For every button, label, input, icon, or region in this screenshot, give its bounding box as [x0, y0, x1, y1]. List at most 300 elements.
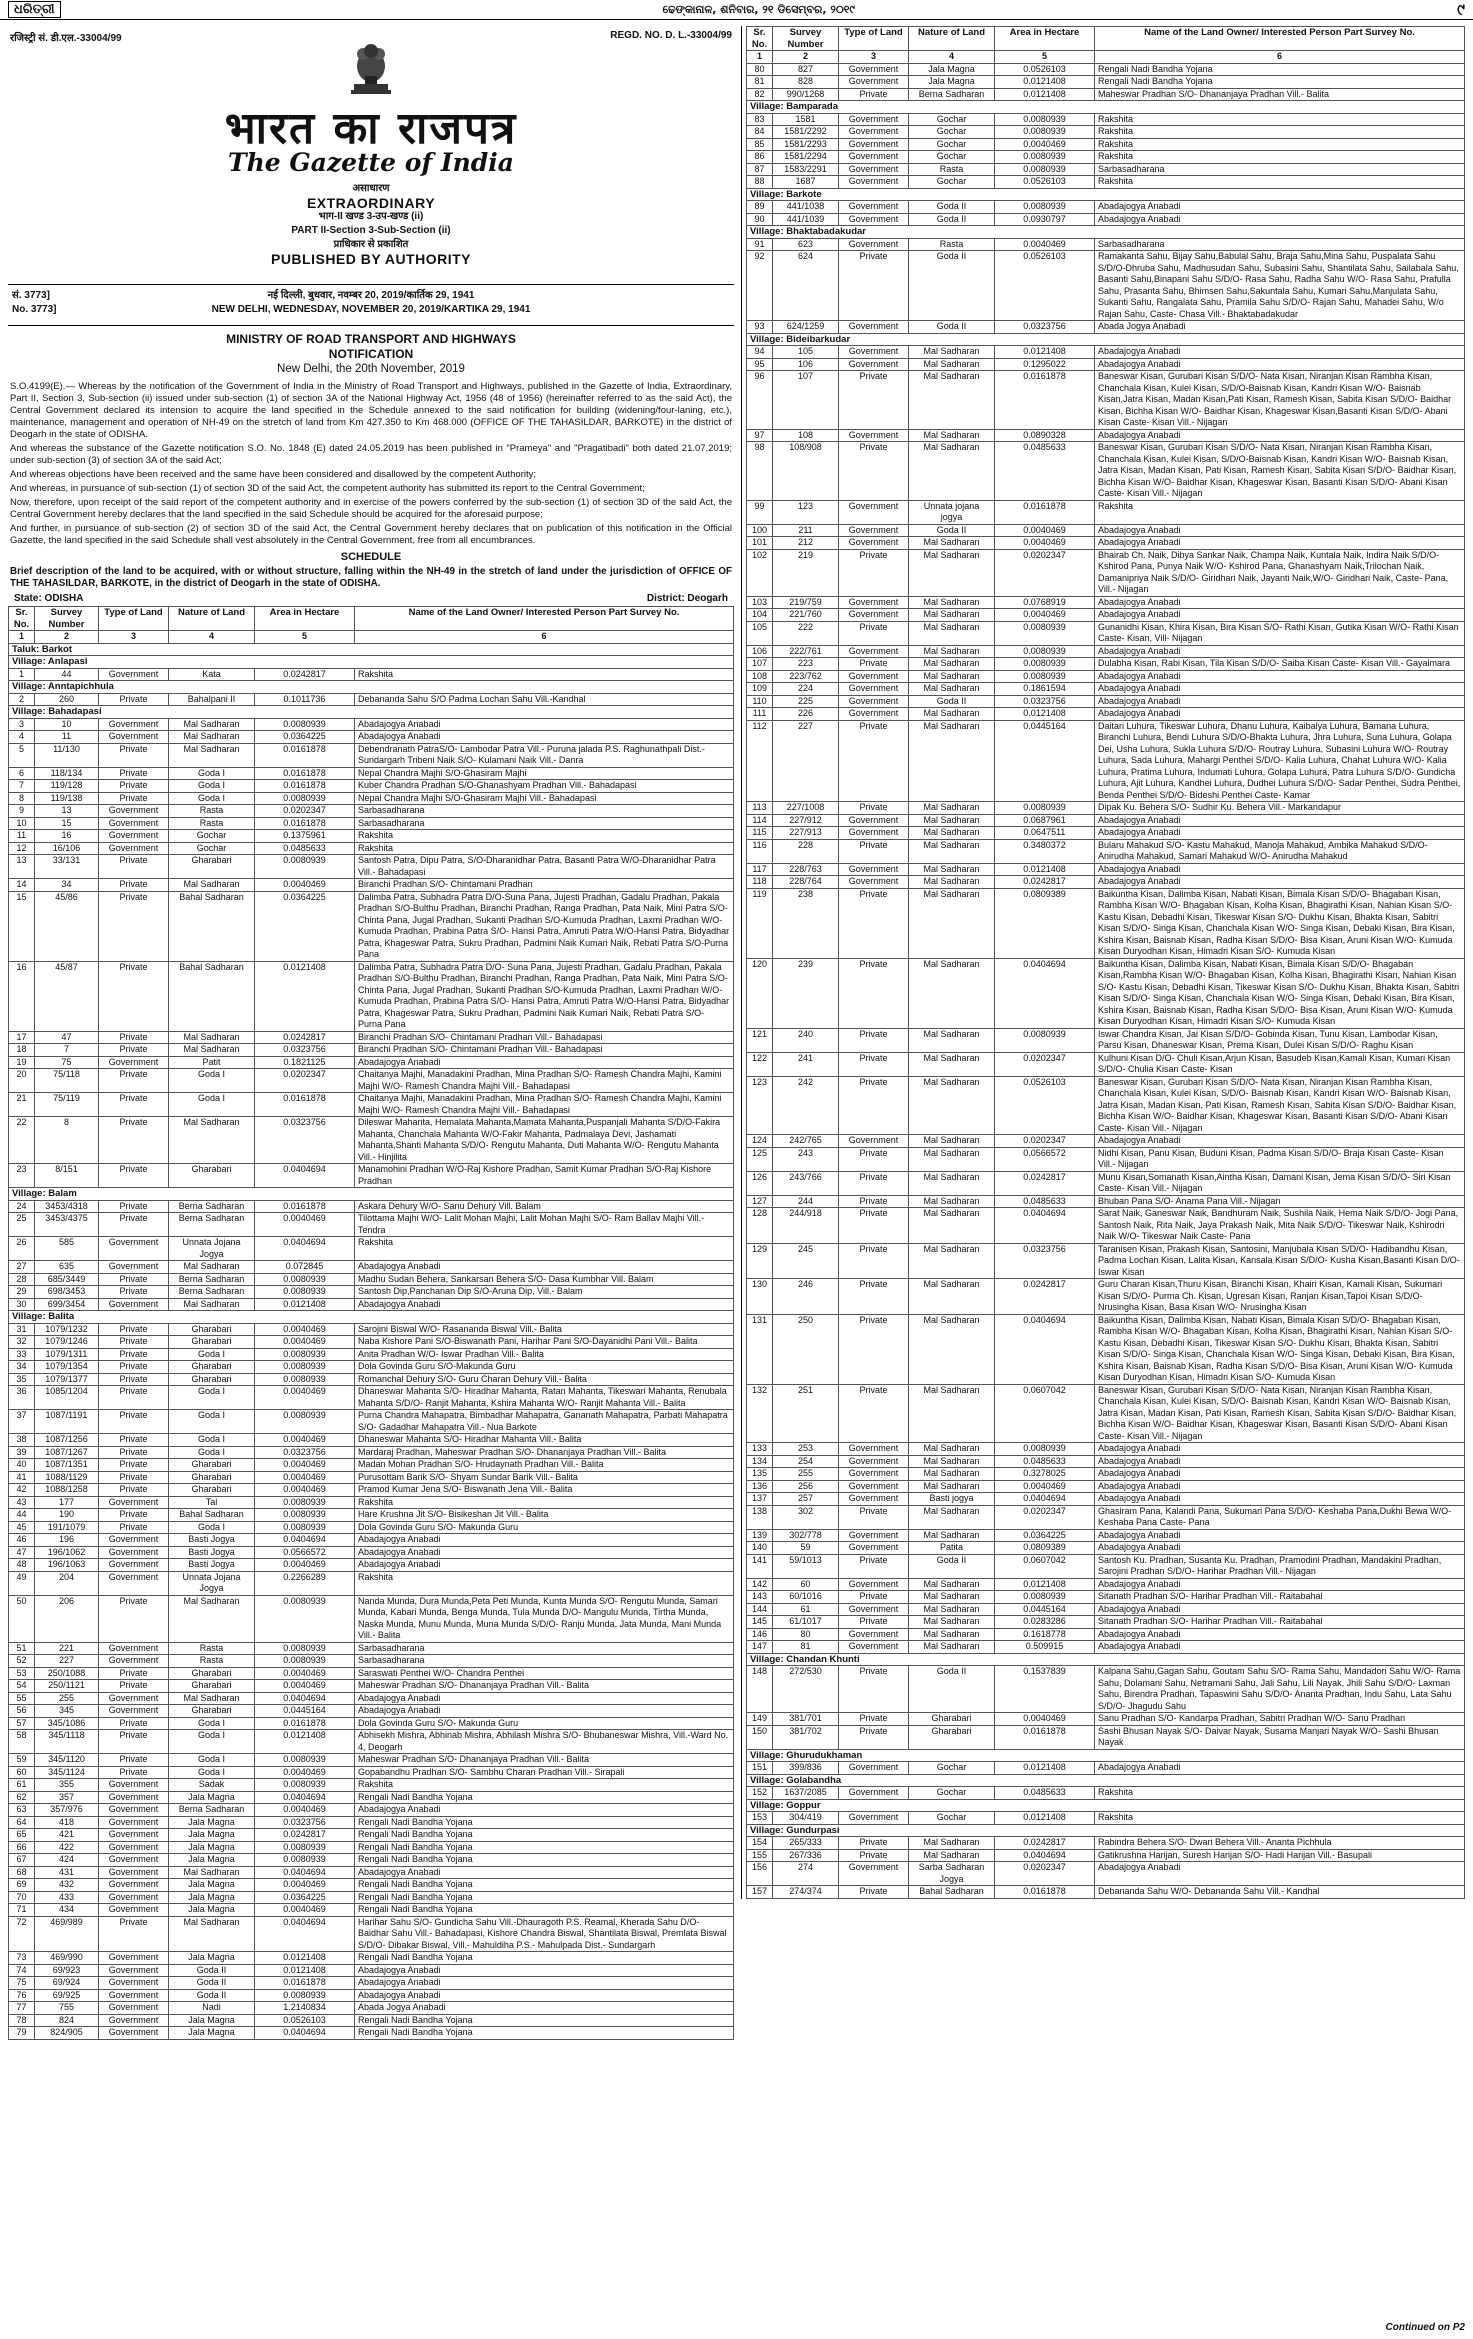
village-label: Village: Chandan Khunti [747, 1653, 1465, 1666]
serial-number: 92 [747, 251, 773, 321]
owner-name: Rakshita [355, 1779, 734, 1792]
survey-number: 1581/2292 [773, 126, 839, 139]
land-nature: Mal Sadharan [909, 358, 995, 371]
owner-name: Sitanath Pradhan S/O- Harihar Pradhan Vill.- Raitabahal [1095, 1616, 1465, 1629]
land-type: Private [839, 1666, 909, 1713]
land-type: Government [839, 429, 909, 442]
land-nature: Mal Sadharan [909, 1171, 995, 1195]
owner-name: Dola Govinda Guru S/O- Makunda Guru [355, 1521, 734, 1534]
area-hectare: 0.0080939 [255, 1509, 355, 1522]
serial-number: 109 [747, 683, 773, 696]
serial-number: 154 [747, 1837, 773, 1850]
owner-name: Maheswar Pradhan S/O- Dhananjaya Pradhan Vill.- Balita [355, 1754, 734, 1767]
serial-number: 24 [9, 1200, 35, 1213]
table-row [9, 1273, 734, 1286]
serial-number: 81 [747, 76, 773, 89]
land-type: Government [99, 1692, 169, 1705]
serial-number: 84 [747, 126, 773, 139]
table-row [747, 1837, 1465, 1850]
table-row [9, 1069, 734, 1093]
land-nature: Jala Magna [169, 2027, 255, 2040]
survey-number: 221/760 [773, 609, 839, 622]
land-nature: Gochar [909, 151, 995, 164]
survey-number: 1637/2085 [773, 1787, 839, 1800]
owner-name: Rengali Nadi Bandha Yojana [1095, 63, 1465, 76]
area-hectare: 0.0161878 [255, 767, 355, 780]
survey-number: 827 [773, 63, 839, 76]
owner-name: Abadajogya Anabadi [1095, 201, 1465, 214]
owner-name: Bularu Mahakud S/O- Kastu Mahakud, Manoja Mahakud, Ambika Mahakud S/D/O- Anirudha Mahakud, Samari Mahakud W/O- Anirudha Mahakud [1095, 839, 1465, 863]
village-row [747, 101, 1465, 114]
column-header: Nature of Land [169, 607, 255, 631]
survey-number: 223 [773, 658, 839, 671]
land-nature: Mal Sadharan [909, 863, 995, 876]
serial-number: 141 [747, 1554, 773, 1578]
area-hectare: 0.0404694 [255, 1164, 355, 1188]
table-row [9, 792, 734, 805]
land-type: Private [839, 1886, 909, 1899]
serial-number: 78 [9, 2014, 35, 2027]
owner-name: Dileswar Mahanta, Hemalata Mahanta,Mamata Mahanta,Puspanjali Mahanta S/D/O-Fakira Mahanta, Chanchala Mahanta W/O-Fakir Mahanta, Padmalaya Devi, Jashamati Mahanta,Shanti Mahanta S/D/O- Rengutu Mahanta, Duti Mahanta W/O- Rengutu Mahanta Vill.- Hinjilita [355, 1117, 734, 1164]
table-row [747, 1787, 1465, 1800]
land-nature: Mal Sadharan [909, 1279, 995, 1315]
land-type: Government [99, 1791, 169, 1804]
survey-number: 226 [773, 708, 839, 721]
table-row [747, 670, 1465, 683]
survey-number: 254 [773, 1455, 839, 1468]
land-type: Private [99, 1916, 169, 1952]
survey-number: 106 [773, 358, 839, 371]
serial-number: 136 [747, 1480, 773, 1493]
land-type: Private [99, 1031, 169, 1044]
owner-name: Harihar Sahu S/O- Gundicha Sahu Vill.-Dhauragoth P.S. Reamal, Kherada Sahu D/O- Baidhar Sahu Vill.- Bahadapasi, Kishore Chandra Biswal, Shantilata Biswal, Premlata Biswal S/D/O- Dibakar Biswal, Vill.- Mahuldiha P.S.- Mahulpada Dist.- Sundargarh [355, 1916, 734, 1952]
land-type: Private [99, 855, 169, 879]
area-hectare: 0.0202347 [995, 1052, 1095, 1076]
serial-number: 40 [9, 1459, 35, 1472]
land-nature: Gharabari [169, 1361, 255, 1374]
serial-number: 156 [747, 1862, 773, 1886]
area-hectare: 0.0121408 [995, 1578, 1095, 1591]
table-row [9, 830, 734, 843]
owner-name: Abadajogya Anabadi [1095, 1762, 1465, 1775]
owner-name: Naba Kishore Pani S/O-Biswanath Pani, Harihar Pani S/O-Dayanidhi Pani Vill.- Balita [355, 1336, 734, 1349]
owner-name: Rakshita [1095, 126, 1465, 139]
owner-name: Abadajogya Anabadi [1095, 814, 1465, 827]
land-type: Government [99, 1546, 169, 1559]
owner-name: Rakshita [1095, 1787, 1465, 1800]
survey-number: 108 [773, 429, 839, 442]
serial-number: 93 [747, 321, 773, 334]
land-nature: Kata [169, 668, 255, 681]
land-nature: Rasta [909, 238, 995, 251]
village-label: Village: Ghurudukhaman [747, 1749, 1465, 1762]
survey-number: 219/759 [773, 596, 839, 609]
land-nature: Goda II [169, 1964, 255, 1977]
land-nature: Basti Jogya [169, 1534, 255, 1547]
table-row [9, 1791, 734, 1804]
area-hectare: 0.0202347 [995, 1862, 1095, 1886]
land-nature: Unnata jojana jogya [909, 500, 995, 524]
table-row [9, 1642, 734, 1655]
table-row [9, 1164, 734, 1188]
serial-number: 148 [747, 1666, 773, 1713]
survey-number: 191/1079 [35, 1521, 99, 1534]
serial-number: 70 [9, 1891, 35, 1904]
owner-name: Abadajogya Anabadi [355, 1705, 734, 1718]
land-schedule-table-right [746, 26, 1465, 1899]
land-type: Private [839, 371, 909, 430]
owner-name: Abadajogya Anabadi [355, 1804, 734, 1817]
owner-name: Abada Jogya Anabadi [355, 2002, 734, 2015]
village-row [747, 1774, 1465, 1787]
survey-number: 75/119 [35, 1093, 99, 1117]
table-row [9, 1298, 734, 1311]
table-row [747, 1480, 1465, 1493]
table-row [747, 63, 1465, 76]
area-hectare: 0.0080939 [255, 1496, 355, 1509]
table-header-row [9, 607, 734, 631]
survey-number: 345/1086 [35, 1717, 99, 1730]
area-hectare: 0.0809389 [995, 888, 1095, 958]
area-hectare: 0.0080939 [255, 1348, 355, 1361]
column-number: 3 [99, 631, 169, 644]
village-row [747, 226, 1465, 239]
survey-number: 244 [773, 1195, 839, 1208]
land-nature: Gharabari [169, 1459, 255, 1472]
area-hectare: 0.0607042 [995, 1384, 1095, 1443]
survey-number: 355 [35, 1779, 99, 1792]
village-row [747, 333, 1465, 346]
land-nature: Mal Sadharan [909, 802, 995, 815]
survey-number: 8 [35, 1117, 99, 1164]
land-type: Private [99, 693, 169, 706]
survey-number: 119/138 [35, 792, 99, 805]
serial-number: 119 [747, 888, 773, 958]
survey-number: 238 [773, 888, 839, 958]
table-row [9, 1680, 734, 1693]
land-type: Private [99, 1667, 169, 1680]
serial-number: 57 [9, 1717, 35, 1730]
area-hectare: 0.0080939 [255, 1655, 355, 1668]
serial-number: 118 [747, 876, 773, 889]
survey-number: 227/912 [773, 814, 839, 827]
survey-number: 272/530 [773, 1666, 839, 1713]
owner-name: Rakshita [1095, 113, 1465, 126]
table-row [747, 720, 1465, 802]
area-hectare: 0.0566572 [995, 1147, 1095, 1171]
owner-name: Hare Krushna Jit S/O- Bisikeshan Jit Vill.- Balita [355, 1509, 734, 1522]
area-hectare: 0.0040469 [255, 1766, 355, 1779]
table-row [747, 1603, 1465, 1616]
owner-name: Abadajogya Anabadi [355, 1692, 734, 1705]
land-type: Government [99, 1952, 169, 1965]
survey-number: 469/990 [35, 1952, 99, 1965]
table-row [747, 708, 1465, 721]
land-type: Private [99, 1717, 169, 1730]
owner-name: Gopabandhu Pradhan S/O- Sambhu Charan Pradhan Vill.- Sirapali [355, 1766, 734, 1779]
land-type: Private [839, 839, 909, 863]
owner-name: Abadajogya Anabadi [1095, 429, 1465, 442]
land-type: Private [99, 1730, 169, 1754]
land-nature: Gharabari [169, 1705, 255, 1718]
serial-number: 55 [9, 1692, 35, 1705]
area-hectare: 0.0485633 [995, 1787, 1095, 1800]
land-nature: Mal Sadharan [909, 1135, 995, 1148]
serial-number: 108 [747, 670, 773, 683]
serial-number: 139 [747, 1529, 773, 1542]
area-hectare: 0.0080939 [255, 1754, 355, 1767]
area-hectare: 0.0080939 [995, 113, 1095, 126]
land-type: Government [99, 668, 169, 681]
land-nature: Goda II [909, 321, 995, 334]
serial-number: 110 [747, 695, 773, 708]
area-hectare: 0.0323756 [995, 321, 1095, 334]
serial-number: 120 [747, 958, 773, 1028]
serial-number: 79 [9, 2027, 35, 2040]
serial-number: 97 [747, 429, 773, 442]
column-header: Area in Hectare [255, 607, 355, 631]
survey-number: 1079/1377 [35, 1373, 99, 1386]
survey-number: 824 [35, 2014, 99, 2027]
survey-number: 421 [35, 1829, 99, 1842]
table-row [9, 1546, 734, 1559]
area-hectare: 0.0566572 [255, 1546, 355, 1559]
land-type: Private [99, 1323, 169, 1336]
land-nature: Mal Sadharan [909, 1529, 995, 1542]
table-row [9, 668, 734, 681]
area-hectare: 0.0040469 [995, 537, 1095, 550]
area-hectare: 0.1295022 [995, 358, 1095, 371]
survey-number: 256 [773, 1480, 839, 1493]
survey-number: 244/918 [773, 1208, 839, 1244]
area-hectare: 0.0485633 [255, 842, 355, 855]
survey-number: 69/925 [35, 1989, 99, 2002]
owner-name: Munu Kisan,Somanath Kisan,Aintha Kisan, Damani Kisan, Jema Kisan S/D/O- Siri Kisan Caste- Kisan Vill.- Nijagan [1095, 1171, 1465, 1195]
area-hectare: 0.0040469 [255, 1804, 355, 1817]
owner-name: Abadajogya Anabadi [355, 1559, 734, 1572]
survey-number: 211 [773, 524, 839, 537]
area-hectare: 0.0121408 [995, 1812, 1095, 1825]
land-nature: Sarba Sadharan Jogya [909, 1862, 995, 1886]
owner-name: Rakshita [1095, 500, 1465, 524]
table-row [9, 879, 734, 892]
area-hectare: 0.0323756 [995, 1243, 1095, 1279]
land-type: Private [99, 1459, 169, 1472]
land-type: Government [99, 1816, 169, 1829]
serial-number: 138 [747, 1505, 773, 1529]
land-nature: Goda I [169, 1386, 255, 1410]
survey-number: 239 [773, 958, 839, 1028]
table-row [747, 1468, 1465, 1481]
land-nature: Goda I [169, 1754, 255, 1767]
land-type: Government [99, 1559, 169, 1572]
table-row [9, 961, 734, 1031]
table-row [747, 1052, 1465, 1076]
area-hectare: 0.0080939 [255, 855, 355, 879]
land-nature: Gharabari [169, 1484, 255, 1497]
area-hectare: 0.0080939 [995, 621, 1095, 645]
table-row [747, 1076, 1465, 1135]
table-row [747, 176, 1465, 189]
column-header: Area in Hectare [995, 27, 1095, 51]
survey-number: 699/3454 [35, 1298, 99, 1311]
owner-name: Abadajogya Anabadi [355, 1298, 734, 1311]
serial-number: 49 [9, 1571, 35, 1595]
land-type: Government [839, 1468, 909, 1481]
owner-name: Baneswar Kisan, Gurubari Kisan S/D/O- Nata Kisan, Niranjan Kisan Rambha Kisan, Chanchala Kisan, Kulei Kisan, S/D/O-Baisnab Kisan, Kandri Kisan W/O- Baisnab Kisan,Jatra Kisan, Madan Kisan,Pati Kisan, Ramesh Kisan, Sabita Kisan S/D/O- Baidhar Kisan, Bichha Kisan W/O- Baidhar Kisan, Khageswar Kisan,Basanti Kisan S/D/O- Abani Kisan Caste- Kisan Vill.- Nijagan [1095, 371, 1465, 430]
land-nature: Patita [909, 1542, 995, 1555]
owner-name: Abadajogya Anabadi [1095, 1480, 1465, 1493]
table-row [9, 1952, 734, 1965]
land-nature: Goda I [169, 1434, 255, 1447]
serial-number: 146 [747, 1628, 773, 1641]
serial-number: 96 [747, 371, 773, 430]
area-hectare: 0.0607042 [995, 1554, 1095, 1578]
land-nature: Gharabari [169, 1336, 255, 1349]
area-hectare: 0.3278025 [995, 1468, 1095, 1481]
owner-name: Abadajogya Anabadi [1095, 708, 1465, 721]
village-row [9, 706, 734, 719]
serial-number: 50 [9, 1595, 35, 1642]
land-type: Government [839, 1493, 909, 1506]
table-row [9, 1410, 734, 1434]
survey-number: 432 [35, 1879, 99, 1892]
owner-name: Rakshita [1095, 138, 1465, 151]
schedule-description: Brief description of the land to be acquired, with or without structure, falling within the NH-49 in the stretch of land under the jurisdiction of OFFICE OF THE TAHASILDAR, BARKOTE, in the district of Deogarh in the state of ODISHA. [10, 566, 732, 589]
registration-number-english: REGD. NO. D. L.-33004/99 [610, 30, 732, 41]
owner-name: Baikuntha Kisan, Dalimba Kisan, Nabati Kisan, Bimala Kisan S/D/O- Bhagaban Kisan, Rambha Kisan W/O- Bhagaban Kisan, Kolha Kisan, Bhagirathi Kisan, Nahian Kisan S/O- Kastu Kisan, Debadhi Kisan, Tikeswar Kisan S/O- Dukhu Kisan, Bhakta Kisan, Sabitri Kisan S/D/O- Singa Kisan, Chanchala Kisan W/O- Singa Kisan, Debaki Kisan, Bira Kisan, Kshira Kisan, Baisnab Kisan, Radha Kisan S/D/O- Bisa Kisan, Aruni Kisan W/O- Kumuda Kisan Duryodhan Kisan, Himadri Kisan S/O- Kumuda Kisan [1095, 888, 1465, 958]
left-column [8, 26, 734, 2040]
serial-number: 16 [9, 961, 35, 1031]
land-nature: Mal Sadharan [909, 888, 995, 958]
land-type: Government [99, 1655, 169, 1668]
issue-line [8, 284, 734, 317]
table-row [747, 695, 1465, 708]
land-nature: Mal Sadharan [909, 1628, 995, 1641]
area-hectare: 0.0242817 [995, 1279, 1095, 1315]
land-nature: Mal Sadharan [909, 1052, 995, 1076]
serial-number: 3 [9, 718, 35, 731]
survey-number: 250/1088 [35, 1667, 99, 1680]
owner-name: Madan Mohan Pradhan S/O- Hrudaynath Pradhan Vill.- Balita [355, 1459, 734, 1472]
survey-number: 225 [773, 695, 839, 708]
survey-number: 34 [35, 879, 99, 892]
column-number-row [747, 51, 1465, 64]
survey-number: 357 [35, 1791, 99, 1804]
survey-number: 1079/1232 [35, 1323, 99, 1336]
survey-number: 243/766 [773, 1171, 839, 1195]
land-nature: Jala Magna [169, 1854, 255, 1867]
land-type: Government [99, 1964, 169, 1977]
owner-name: Sarbasadharana [355, 1642, 734, 1655]
area-hectare: 0.0040469 [255, 1459, 355, 1472]
serial-number: 17 [9, 1031, 35, 1044]
owner-name: Abadajogya Anabadi [1095, 1529, 1465, 1542]
owner-name: Abadajogya Anabadi [1095, 1862, 1465, 1886]
owner-name: Rengali Nadi Bandha Yojana [355, 1816, 734, 1829]
table-row [747, 658, 1465, 671]
survey-number: 755 [35, 2002, 99, 2015]
gazette-masthead [8, 26, 734, 326]
land-type: Government [839, 163, 909, 176]
owner-name: Sarbasadharana [355, 817, 734, 830]
area-hectare: 0.0040469 [255, 1879, 355, 1892]
table-row [747, 1762, 1465, 1775]
subheading-hindi-extraordinary: असाधारण [352, 183, 390, 194]
land-type: Government [99, 1977, 169, 1990]
table-row [747, 1641, 1465, 1654]
serial-number: 74 [9, 1964, 35, 1977]
area-hectare: 0.0080939 [995, 163, 1095, 176]
area-hectare: 0.0080939 [995, 658, 1095, 671]
land-type: Government [839, 1542, 909, 1555]
serial-number: 75 [9, 1977, 35, 1990]
survey-number: 241 [773, 1052, 839, 1076]
gazette-subheadings [8, 182, 734, 266]
table-row [747, 1529, 1465, 1542]
land-nature: Mal Sadharan [909, 683, 995, 696]
serial-number: 66 [9, 1841, 35, 1854]
survey-number: 1087/1267 [35, 1446, 99, 1459]
owner-name: Maheswar Pradhan S/O- Dhananjaya Pradhan Vill.- Balita [355, 1680, 734, 1693]
area-hectare: 0.0080939 [255, 792, 355, 805]
table-row [747, 814, 1465, 827]
land-nature: Jala Magna [909, 76, 995, 89]
land-nature: Mal Sadharan [909, 621, 995, 645]
owner-name: Rengali Nadi Bandha Yojana [355, 1829, 734, 1842]
land-type: Government [839, 346, 909, 359]
land-nature: Mal Sadharan [909, 609, 995, 622]
owner-name: Debananda Sahu S/O Padma Lochan Sahu Vill.-Kandhal [355, 693, 734, 706]
land-nature: Gharabari [909, 1725, 995, 1749]
owner-name: Tilottama Majhi W/O- Lalit Mohan Majhi, Lalit Mohan Majhi S/O- Ram Ballav Majhi Vill.- Tendra [355, 1213, 734, 1237]
survey-number: 469/989 [35, 1916, 99, 1952]
area-hectare: 0.0121408 [995, 346, 1095, 359]
land-type: Private [99, 1044, 169, 1057]
taluk-row [9, 643, 734, 656]
notification-date: New Delhi, the 20th November, 2019 [277, 363, 465, 375]
table-row [747, 213, 1465, 226]
survey-number: 441/1038 [773, 201, 839, 214]
survey-number: 240 [773, 1028, 839, 1052]
notification-paragraph: And whereas, in pursuance of sub-section (1) of section 3D of the said Act, the competent authority has submitted its report to the Central Government; [10, 483, 645, 494]
land-type: Government [839, 596, 909, 609]
land-type: Private [99, 767, 169, 780]
issue-date-english: NEW DELHI, WEDNESDAY, NOVEMBER 20, 2019/KARTIKA 29, 1941 [211, 304, 531, 315]
owner-name: Abadajogya Anabadi [1095, 537, 1465, 550]
land-type: Private [99, 1213, 169, 1237]
table-row [747, 321, 1465, 334]
land-nature: Berna Sadharan [169, 1213, 255, 1237]
village-label: Village: Bideibarkudar [747, 333, 1465, 346]
land-type: Private [839, 1314, 909, 1384]
land-type: Private [99, 1410, 169, 1434]
land-nature: Goda I [169, 1730, 255, 1754]
survey-number: 11/130 [35, 743, 99, 767]
table-row [9, 1705, 734, 1718]
serial-number: 20 [9, 1069, 35, 1093]
serial-number: 149 [747, 1713, 773, 1726]
owner-name: Dola Govinda Guru S/O- Makunda Guru [355, 1717, 734, 1730]
survey-number: 1079/1354 [35, 1361, 99, 1374]
serial-number: 21 [9, 1093, 35, 1117]
table-row [747, 371, 1465, 430]
village-row [747, 188, 1465, 201]
land-nature: Goda II [909, 201, 995, 214]
survey-number: 242/765 [773, 1135, 839, 1148]
land-nature: Mal Sadharan [169, 1261, 255, 1274]
land-nature: Goda II [169, 1977, 255, 1990]
